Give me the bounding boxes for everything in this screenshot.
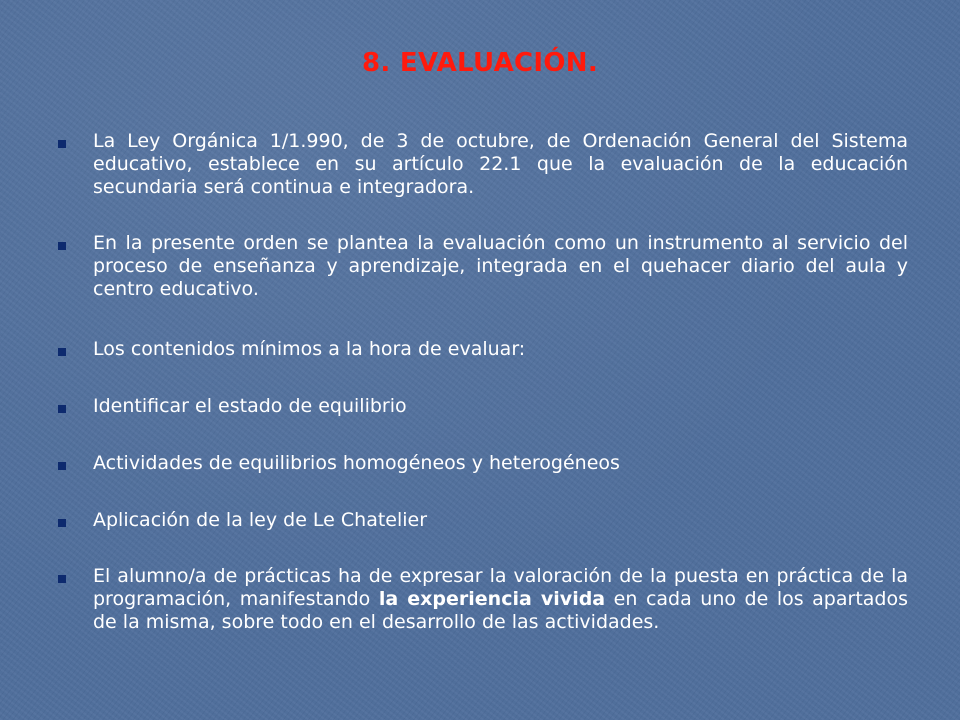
bullet-item	[58, 130, 908, 199]
bullet-item	[58, 395, 908, 418]
bullet-text: La Ley Orgánica 1/1.990, de 3 de octubre, de Ordenación General del Sistema educativo, establece en su artículo 22.1 que la evaluación de la educación secundaria será continua e integradora.	[93, 130, 908, 198]
bullet-text: Actividades de equilibrios homogéneos y heterogéneos	[93, 452, 620, 474]
square-bullet-icon	[58, 462, 66, 470]
bullet-item	[58, 452, 908, 475]
square-bullet-icon	[58, 242, 66, 250]
bullet-item	[58, 232, 908, 301]
square-bullet-icon	[58, 348, 66, 356]
bullet-item	[58, 338, 908, 361]
bullet-item	[58, 565, 908, 634]
slide-title: 8. EVALUACIÓN.	[361, 48, 599, 78]
bullet-text-part: en cada uno de los apartados de la misma, sobre todo en el desarrollo de las actividades.	[93, 588, 908, 633]
square-bullet-icon	[58, 575, 66, 583]
bullet-text-part: El alumno/a de prácticas ha de expresar la valoración de la puesta en práctica de la programación, manifestando	[93, 565, 908, 610]
bullet-item	[58, 509, 908, 532]
bullet-text-emphasis: la experiencia vivida	[378, 588, 606, 610]
bullet-text: Aplicación de la ley de Le Chatelier	[93, 509, 428, 531]
bullet-text	[93, 565, 908, 634]
bullet-text: En la presente orden se plantea la evaluación como un instrumento al servicio del proceso de enseñanza y aprendizaje, integrada en el quehacer diario del aula y centro educativo.	[93, 232, 908, 300]
square-bullet-icon	[58, 519, 66, 527]
bullet-text: Los contenidos mínimos a la hora de evaluar:	[93, 338, 526, 360]
bullet-text: Identificar el estado de equilibrio	[93, 395, 407, 417]
square-bullet-icon	[58, 140, 66, 148]
bullet-list	[58, 130, 908, 634]
square-bullet-icon	[58, 405, 66, 413]
